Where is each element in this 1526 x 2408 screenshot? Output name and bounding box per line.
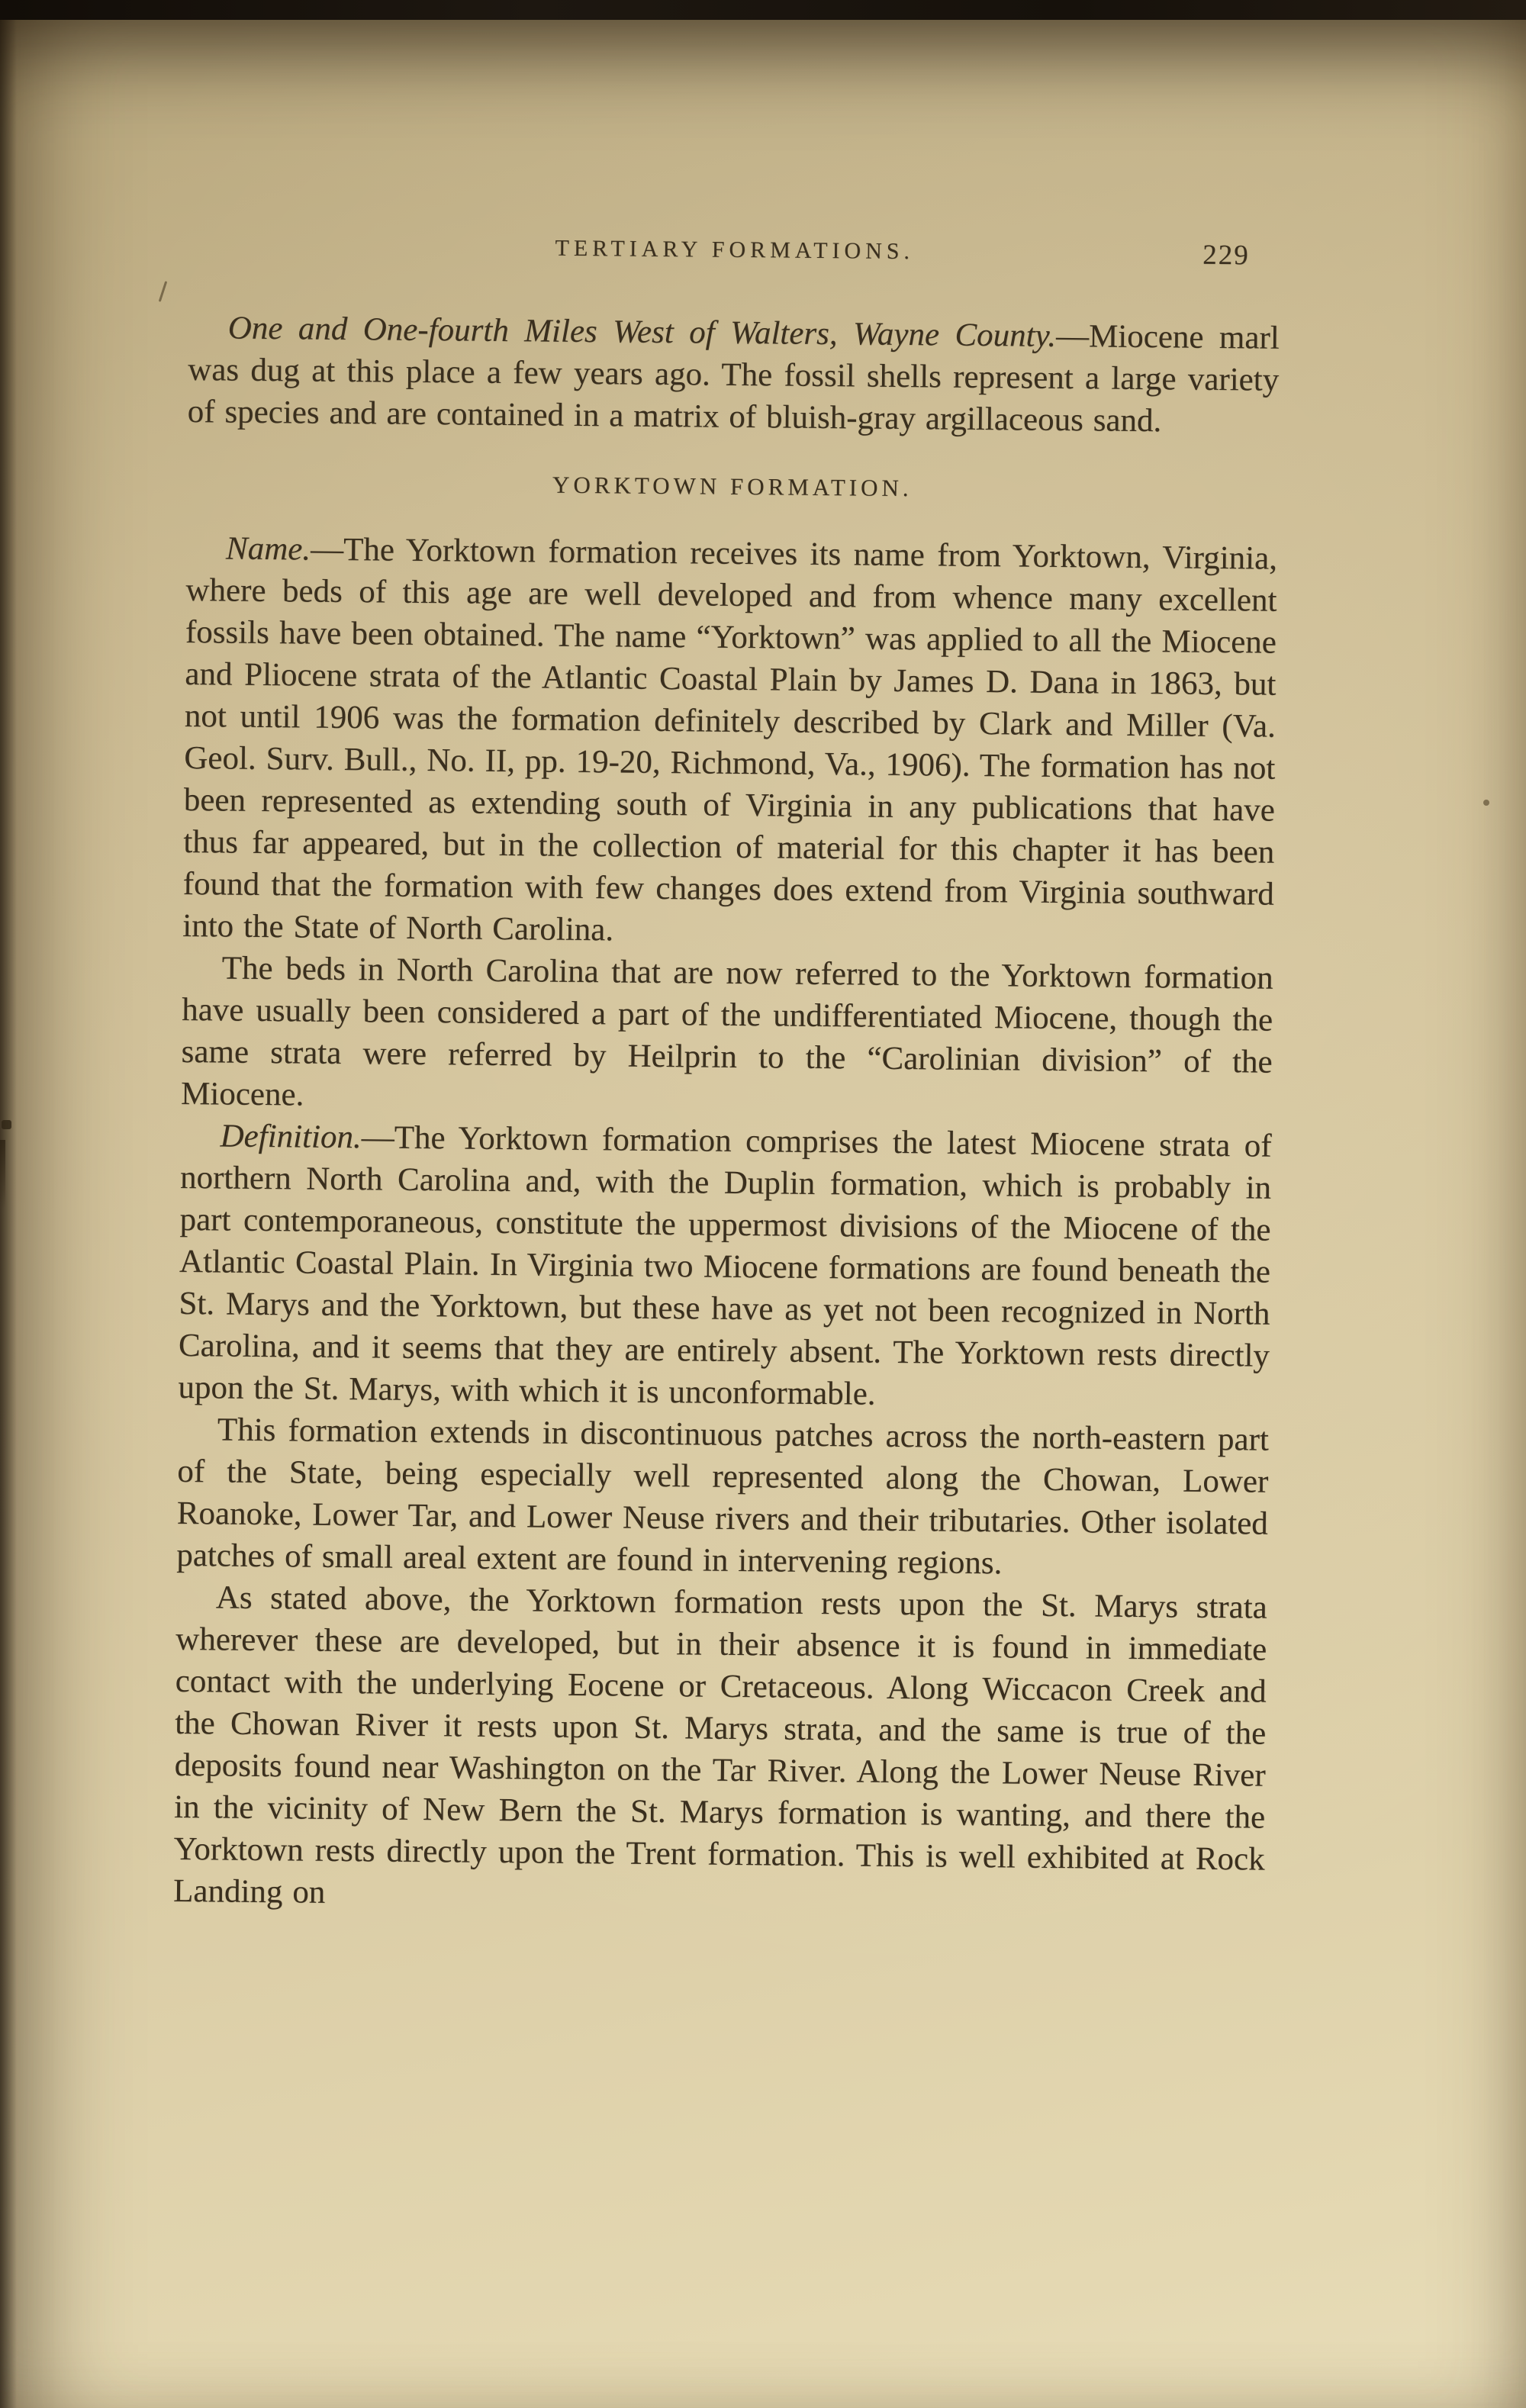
paragraph-extent: [176, 1408, 1269, 1587]
paragraph-walters-locality-lead: One and One-fourth Miles West of Walters, Wayne County.: [227, 310, 1057, 354]
paragraph-extent-text: This formation extends in discontinuous patches across the north-eastern part of the State, being especially well represented along the Chowan, Lower Roanoke, Lower Tar, and Lower Neuse rivers and their tributaries. Other isolated patches of small areal extent are found in intervening regions.: [176, 1412, 1270, 1582]
section-heading-yorktown-formation: YORKTOWN FORMATION.: [552, 471, 913, 502]
paragraph-name: [182, 527, 1277, 958]
page-number: 229: [1202, 239, 1250, 272]
ink-smudge: [2, 1120, 11, 1129]
paper-speck: [1483, 800, 1489, 806]
ink-slash-mark: [159, 281, 168, 302]
printed-text-block: [173, 232, 1280, 1923]
paragraph-definition-lead: Definition.: [220, 1118, 362, 1156]
paragraph-beds-north-carolina-text: The beds in North Carolina that are now referred to the Yorktown formation have usually been considered a part of the undifferentiated Miocene, though the same strata were referred by Heilprin to the “Carolinian division” of the Miocene.: [180, 950, 1273, 1113]
paragraph-definition: [178, 1115, 1272, 1419]
paper-page: [0, 20, 1526, 2408]
running-header-title: TERTIARY FORMATIONS.: [555, 235, 915, 265]
paragraph-beds-north-carolina: [181, 947, 1273, 1125]
paragraph-walters-locality-text: —Miocene marl was dug at this place a few years ago. The fossil shells represent a large variety of species and are contained in a matrix of bluish-gray argillaceous sand.: [187, 317, 1280, 439]
scan-top-edge: [0, 0, 1526, 21]
ink-smudge: [0, 1140, 5, 1209]
paragraph-name-text: —The Yorktown formation receives its name from Yorktown, Virginia, where beds of this age are well developed and from whence many excellent fossils have been obtained. The name “Yorktown” was applied to all the Miocene and Pliocene strata of the Atlantic Coastal Plain by James D. Dana in 1863, but not until 1906 was the formation definitely described by Clark and Miller (Va. Geol. Surv. Bull., No. II, pp. 19-20, Richmond, Va., 1906). The formation has not been represented as extending south of Virginia in any publications that have thus far appeared, but in the collection of material for this chapter it has been found that the formation with few changes does extend from Virginia southward into the State of North Carolina.: [182, 531, 1278, 948]
paragraph-contact-relations-text: As stated above, the Yorktown formation rests upon the St. Marys strata wherever these are developed, but in their absence it is found in immediate contact with the underlying Eocene or Cretaceous. Along Wiccacon Creek and the Chowan River it rests upon St. Marys strata, and the same is true of the deposits found near Washington on the Tar River. Along the Lower Neuse River in the vicinity of New Bern the St. Marys formation is wanting, and there the Yorktown rests directly upon the Trent formation. This is well exhibited at Rock Landing on: [172, 1579, 1267, 1911]
paragraph-walters-locality: [187, 307, 1280, 443]
page-gutter-shadow: [0, 20, 17, 2408]
paragraph-definition-text: —The Yorktown formation comprises the latest Miocene strata of northern North Carolina and, with the Duplin formation, which is probably in part contemporaneous, constitute the uppermost divisions of the Miocene of the Atlantic Coastal Plain. In Virginia two Miocene formations are found beneath the St. Marys and the Yorktown, but these have as yet not been recognized in North Carolina, and it seems that they are entirely absent. The Yorktown rests directly upon the St. Marys, with which it is unconformable.: [178, 1119, 1272, 1412]
paragraph-name-lead: Name.: [225, 530, 311, 568]
running-header: [189, 232, 1280, 272]
paragraph-contact-relations: [173, 1576, 1267, 1923]
